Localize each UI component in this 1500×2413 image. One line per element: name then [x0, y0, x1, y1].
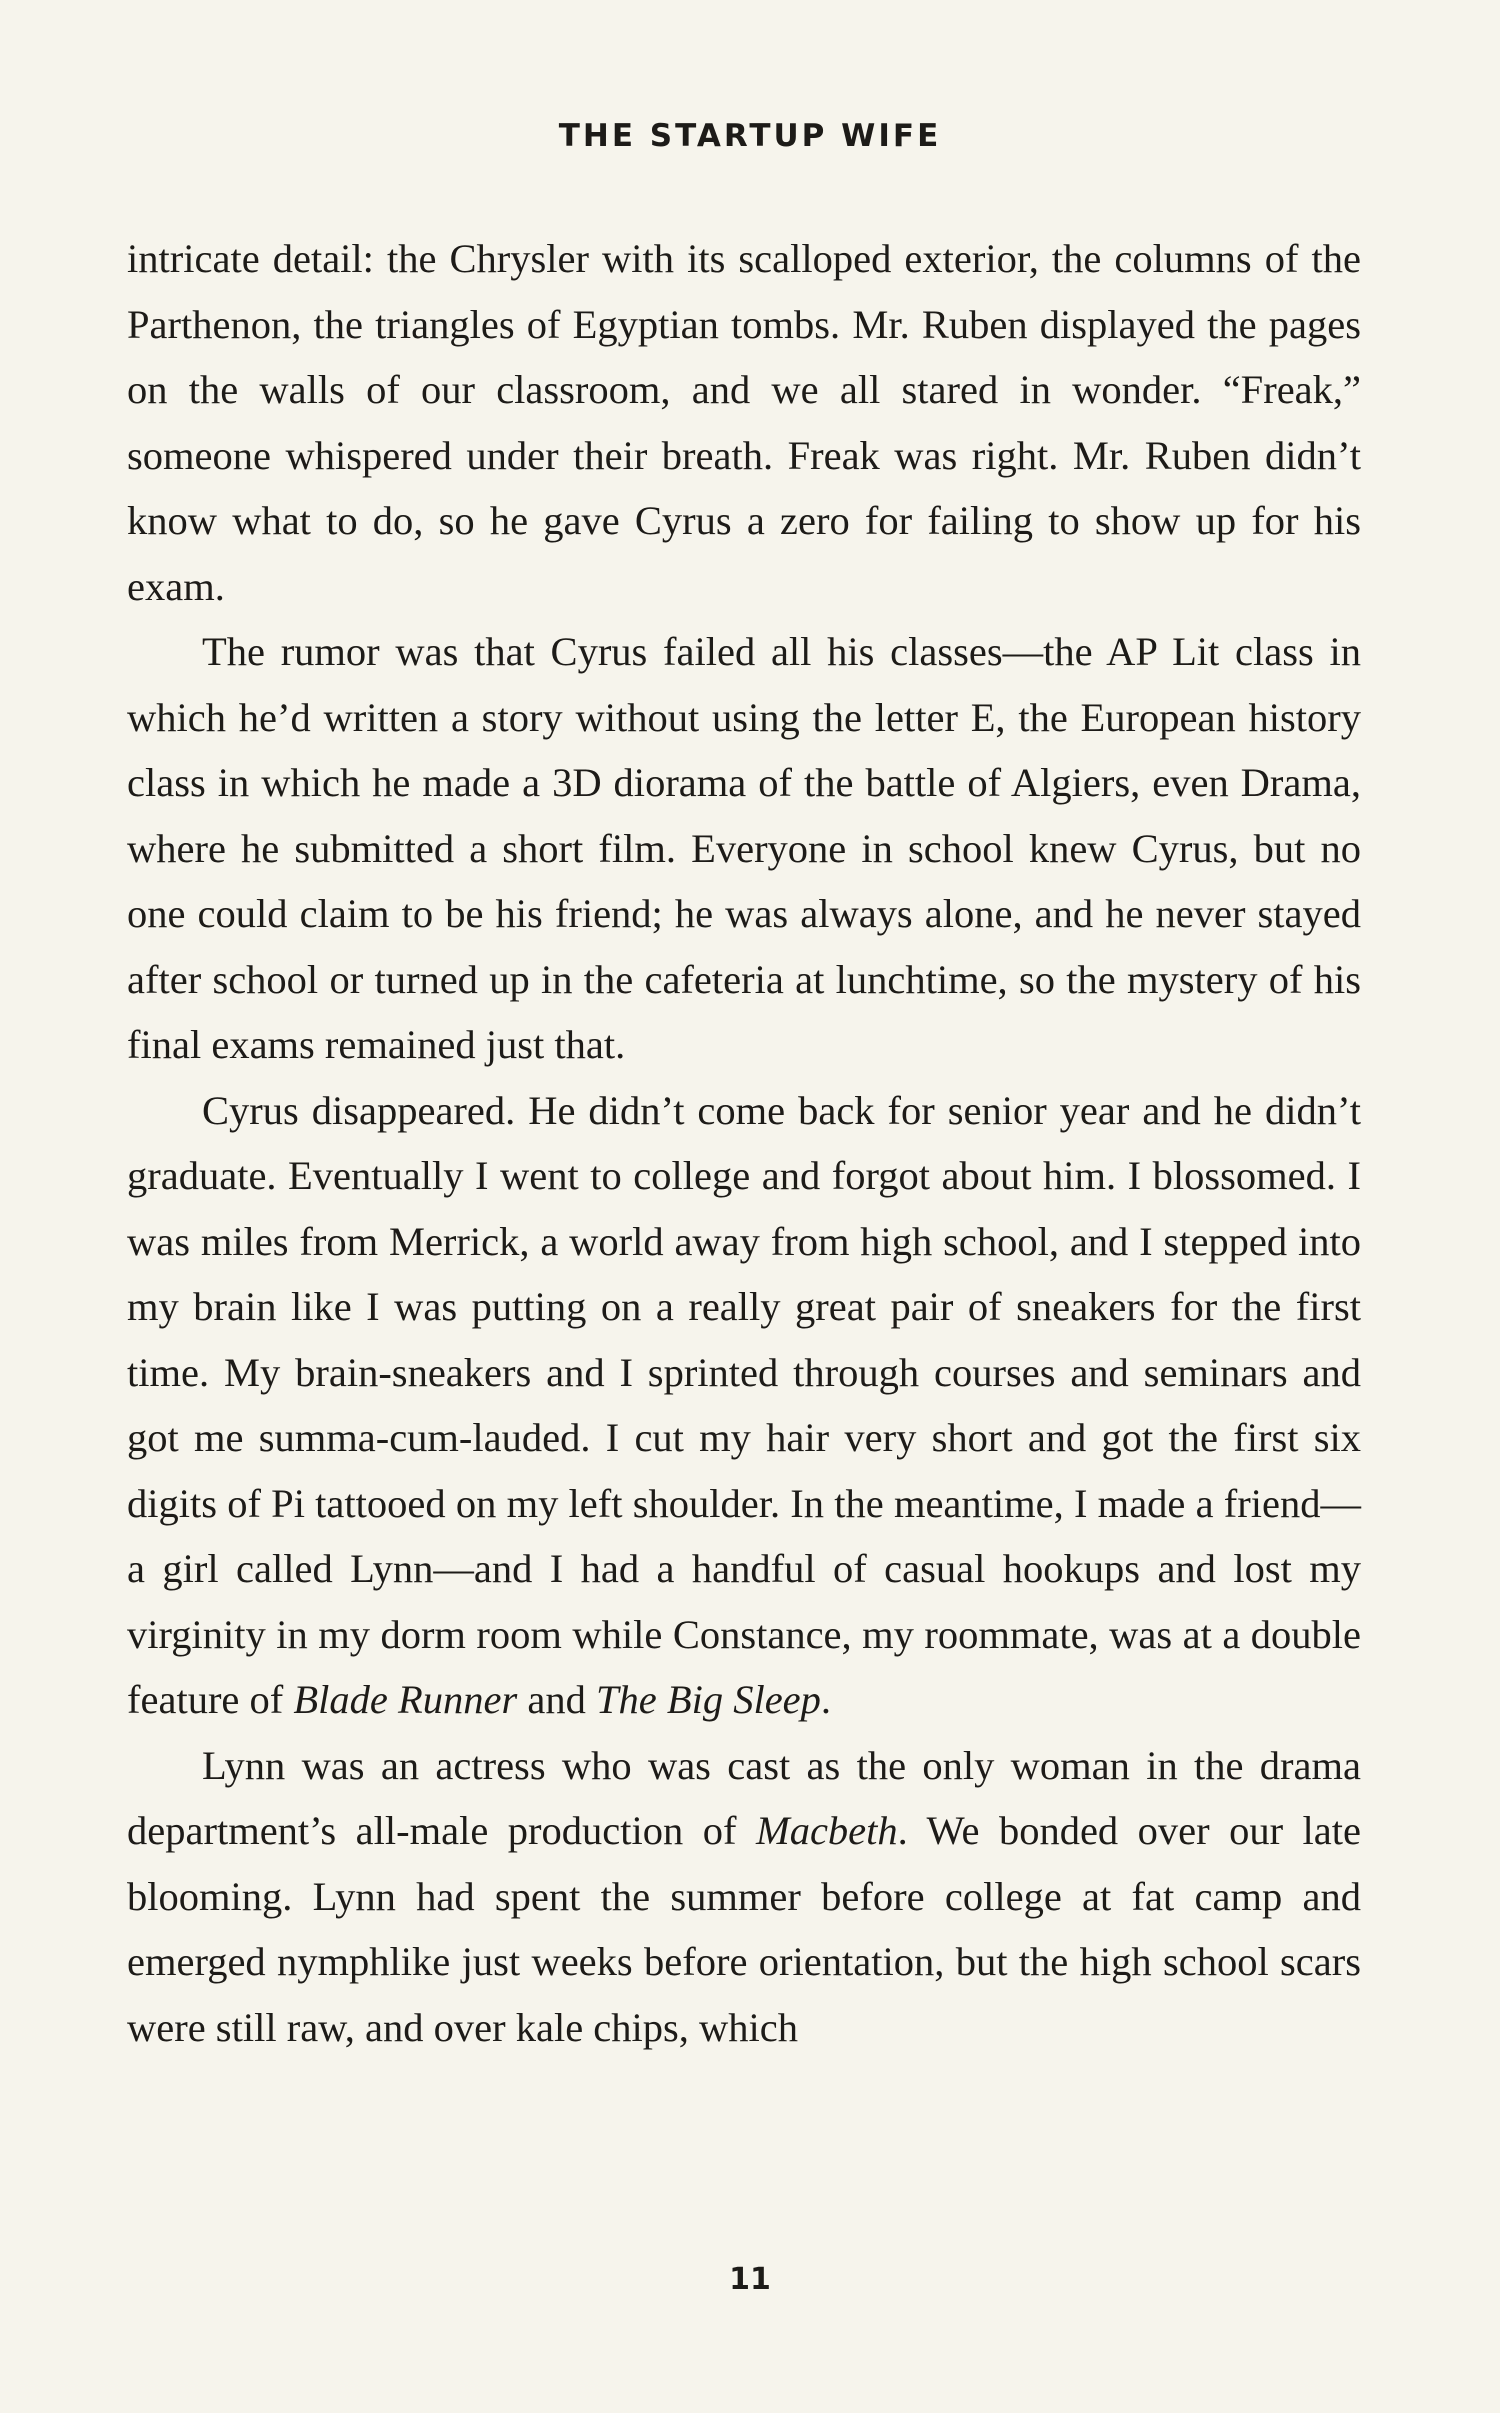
paragraph-3-text: Cyrus disappeared. He didn’t come back for senior year and he didn’t graduate. Eventually I went to college and forgot about him. I blossomed. I was miles from Merrick, a world away from high school, and I stepped into my brain like I was putting on a really great pair of sneakers for the first time. My brain-sneakers and I sprinted through courses and seminars and got me summa-cum-lauded. I cut my hair very short and got the first six digits of Pi tattooed on my left shoulder. In the meantime, I made a friend—a girl called Lynn—and I had a handful of casual hookups and lost my virginity in my dorm room while Constance, my roommate, was at a double feature of	[127, 1087, 1361, 1722]
paragraph-4-end: . We bonded over our late blooming. Lynn had spent the summer before college at fat camp and emerged nymphlike just weeks before orientation, but the high school scars were still raw, and over kale chips, which	[127, 1808, 1362, 2050]
paragraph-3	[127, 1078, 1361, 1733]
paragraph-4-text: Lynn was an actress who was cast as the only woman in the drama department’s all-male production of	[127, 1742, 1361, 1853]
paragraph-3-middle: and	[517, 1677, 596, 1722]
paragraph-3-end: .	[820, 1677, 832, 1722]
paragraph-1-text: intricate detail: the Chrysler with its scalloped exterior, the columns of the Parthenon, the triangles of Egyptian tombs. Mr. Ruben displayed the pages on the walls of our classroom, and we all stared in wonder. “Freak,” someone whispered under their breath. Freak was right. Mr. Ruben didn’t know what to do, so he gave Cyrus a zero for failing to show up for his exam.	[127, 236, 1361, 609]
paragraph-1	[127, 226, 1361, 619]
page-number: 11	[729, 2262, 771, 2297]
body-text	[127, 226, 1361, 2060]
running-head-title: THE STARTUP WIFE	[558, 118, 942, 154]
paragraph-2-text: The rumor was that Cyrus failed all his classes—the AP Lit class in which he’d written a story without using the letter E, the European history class in which he made a 3D diorama of the battle of Algiers, even Drama, where he submitted a short film. Everyone in school knew Cyrus, but no one could claim to be his friend; he was always alone, and he never stayed after school or turned up in the cafeteria at lunchtime, so the mystery of his final exams remained just that.	[127, 629, 1361, 1067]
paragraph-4	[127, 1733, 1361, 2061]
play-title-macbeth: Macbeth	[755, 1808, 898, 1853]
paragraph-2	[127, 619, 1361, 1078]
film-title-the-big-sleep: The Big Sleep	[595, 1677, 821, 1722]
film-title-blade-runner: Blade Runner	[293, 1677, 518, 1722]
